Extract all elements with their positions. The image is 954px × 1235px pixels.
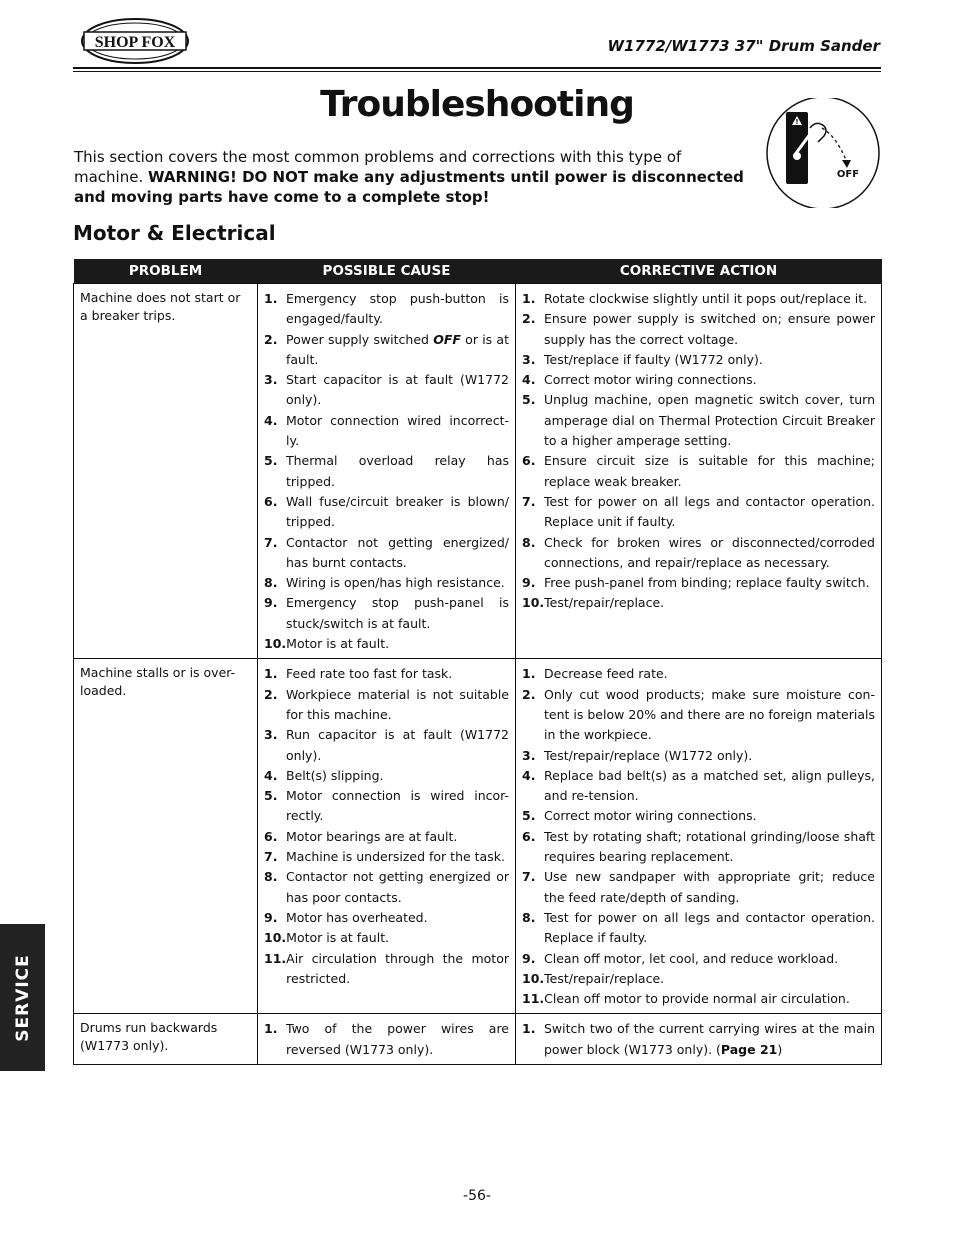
svg-text:SHOP FOX: SHOP FOX (94, 34, 176, 51)
cause-text: Contactor not getting energized or has poor contacts. (286, 869, 509, 905)
item-number: 10. (264, 636, 287, 652)
action-text: Test for power on all legs and contactor operation. Replace if faulty. (544, 909, 875, 946)
action-text: Only cut wood products; make sure moisture con-tent is below 20% and there are no foreign materials in the workpiece. (544, 686, 875, 743)
item-number: 9. (264, 595, 278, 611)
action-item (522, 350, 875, 370)
model-title: W1772/W1773 37" Drum Sander (607, 37, 880, 55)
cause-list (264, 664, 509, 989)
action-text: Free push-panel from binding; replace faulty switch. (544, 575, 870, 591)
item-number: 1. (522, 666, 536, 682)
section-title: Motor & Electrical (73, 221, 276, 245)
action-text: Check for broken wires or disconnected/corroded connections, and repair/replace as necessary. (544, 534, 875, 570)
cause-item (264, 593, 509, 634)
action-text: Clean off motor, let cool, and reduce workload. (544, 950, 839, 966)
action-text: Rotate clockwise slightly until it pops out/replace it. (544, 291, 868, 306)
item-number: 6. (522, 453, 536, 469)
action-item (522, 827, 875, 868)
action-text: Test/replace if faulty (W1772 only). (544, 351, 763, 367)
cause-item (264, 725, 509, 766)
action-item (522, 533, 875, 574)
action-list (522, 664, 875, 1009)
action-item (522, 766, 875, 807)
cause-item (264, 685, 509, 726)
intro-text: This section covers the most common problems and corrections with this type of machine. (74, 148, 682, 186)
cause-item (264, 411, 509, 452)
cause-text: Wall fuse/circuit breaker is blown/ tripped. (286, 493, 509, 530)
cause-item (264, 664, 509, 684)
item-number: 10. (522, 595, 545, 611)
shop-fox-logo (80, 17, 190, 65)
action-list (522, 289, 875, 614)
cause-item (264, 330, 509, 371)
service-tab-label: SERVICE (12, 953, 33, 1042)
action-item (522, 664, 875, 684)
action-text: Unplug machine, open magnetic switch cover, turn amperage dial on Thermal Protection Circuit Breaker to a higher amperage setting. (544, 392, 875, 449)
problem-cell: Machine stalls or is over-loaded. (74, 659, 258, 1014)
cause-text: Belt(s) slipping. (286, 767, 384, 783)
cause-list (264, 1019, 509, 1060)
table-row (74, 284, 882, 659)
cause-text: Wiring is open/has high resistance. (286, 575, 505, 591)
item-number: 8. (264, 575, 278, 591)
item-number: 9. (264, 909, 278, 925)
item-number: 6. (264, 493, 278, 509)
action-item (522, 390, 875, 451)
action-item (522, 989, 875, 1009)
power-off-icon (764, 98, 882, 208)
action-item (522, 370, 875, 390)
cause-text: Air circulation through the motor restricted. (286, 950, 509, 986)
possible-cause-cell (258, 284, 516, 659)
page-title: Troubleshooting (320, 84, 634, 125)
action-item (522, 949, 875, 969)
item-number: 5. (522, 392, 536, 408)
item-number: 2. (522, 311, 536, 327)
item-number: 7. (264, 534, 278, 550)
item-number: 1. (264, 1021, 278, 1037)
item-number: 9. (522, 950, 536, 966)
item-number: 1. (264, 666, 278, 682)
item-number: 2. (264, 686, 278, 702)
problem-cell: Drums run backwards (W1773 only). (74, 1014, 258, 1065)
corrective-action-cell (516, 284, 882, 659)
item-number: 5. (522, 808, 536, 824)
cause-item (264, 634, 509, 654)
action-item (522, 1019, 875, 1060)
cause-item (264, 766, 509, 786)
item-number: 10. (522, 970, 545, 986)
cause-item (264, 949, 509, 990)
cause-text: Feed rate too fast for task. (286, 666, 453, 682)
cause-text: Contactor not getting energized/ has burnt contacts. (286, 534, 509, 570)
item-number: 8. (264, 869, 278, 885)
item-number: 7. (522, 869, 536, 885)
possible-cause-cell (258, 1014, 516, 1065)
cause-item (264, 289, 509, 330)
item-number: 1. (264, 291, 278, 306)
problem-cell: Machine does not start or a breaker trips. (74, 284, 258, 659)
item-number: 2. (522, 686, 536, 702)
item-number: 6. (264, 828, 278, 844)
item-number: 5. (264, 453, 278, 469)
item-number: 4. (522, 767, 536, 783)
item-number: 8. (522, 534, 536, 550)
item-number: 7. (522, 493, 536, 509)
action-text: Correct motor wiring connections. (544, 808, 757, 824)
item-number: 7. (264, 849, 278, 865)
cause-text: Emergency stop push-panel is stuck/switch is at fault. (286, 595, 509, 631)
cause-item (264, 451, 509, 492)
cause-text: Machine is undersized for the task. (286, 849, 505, 865)
action-text: Test/repair/replace. (544, 970, 665, 986)
corrective-action-cell (516, 1014, 882, 1065)
item-number: 3. (264, 372, 278, 388)
header-rule (73, 67, 881, 69)
cause-item (264, 533, 509, 574)
cause-item (264, 847, 509, 867)
cause-text: Emergency stop push-button is engaged/faulty. (286, 291, 509, 327)
action-text: Ensure circuit size is suitable for this machine; replace weak breaker. (544, 453, 875, 489)
action-item (522, 806, 875, 826)
action-text: Switch two of the current carrying wires at the main power block (W1773 only). (Page 21) (544, 1021, 875, 1057)
possible-cause-cell (258, 659, 516, 1014)
item-number: 1. (522, 1021, 536, 1037)
item-number: 3. (522, 747, 536, 763)
cause-item (264, 928, 509, 948)
item-number: 11. (522, 991, 545, 1007)
table-header-row (74, 259, 882, 284)
cause-item (264, 370, 509, 411)
action-item (522, 908, 875, 949)
cause-text: Thermal overload relay has tripped. (286, 453, 509, 489)
cause-list (264, 289, 509, 654)
action-text: Correct motor wiring connections. (544, 372, 757, 388)
action-item (522, 492, 875, 533)
cause-text: Motor connection wired incorrect-ly. (286, 412, 509, 449)
cause-text: Motor connection is wired incor-rectly. (286, 788, 509, 824)
action-item (522, 969, 875, 989)
svg-text:!: ! (795, 118, 799, 126)
action-text: Ensure power supply is switched on; ensure power supply has the correct voltage. (544, 311, 875, 347)
item-number: 5. (264, 788, 278, 804)
item-number: 2. (264, 331, 278, 347)
cause-item (264, 492, 509, 533)
action-item (522, 451, 875, 492)
header-problem: PROBLEM (74, 259, 258, 284)
item-number: 3. (264, 727, 278, 743)
off-label: OFF (836, 169, 860, 180)
intro-warning: WARNING! DO NOT make any adjustments until power is disconnected and moving parts have come to a complete stop! (74, 168, 744, 206)
header-rule-thin (73, 71, 881, 72)
action-item (522, 309, 875, 350)
item-number: 4. (522, 372, 536, 388)
action-text: Use new sandpaper with appropriate grit; reduce the feed rate/depth of sanding. (544, 869, 875, 905)
item-number: 11. (264, 950, 287, 966)
action-text: Test/repair/replace. (544, 595, 665, 611)
cause-text: Motor is at fault. (286, 930, 390, 946)
item-number: 4. (264, 767, 278, 783)
header-possible-cause: POSSIBLE CAUSE (258, 259, 516, 284)
item-number: 8. (522, 909, 536, 925)
action-text: Test for power on all legs and contactor operation. Replace unit if faulty. (544, 493, 875, 530)
cause-text: Run capacitor is at fault (W1772 only). (286, 727, 509, 763)
page-number: -56- (463, 1188, 491, 1204)
table-row (74, 1014, 882, 1065)
item-number: 1. (522, 291, 536, 306)
cause-text: Motor bearings are at fault. (286, 828, 458, 844)
cause-item (264, 573, 509, 593)
cause-item (264, 908, 509, 928)
cause-item (264, 867, 509, 908)
service-side-tab (0, 924, 45, 1071)
cause-item (264, 1019, 509, 1060)
cause-item (264, 827, 509, 847)
cause-text: Motor has overheated. (286, 909, 428, 925)
action-item (522, 746, 875, 766)
cause-text: Two of the power wires are reversed (W1773 only). (286, 1021, 509, 1057)
intro-paragraph (74, 147, 754, 207)
item-number: 3. (522, 351, 536, 367)
action-text: Test/repair/replace (W1772 only). (544, 747, 753, 763)
item-number: 6. (522, 828, 536, 844)
corrective-action-cell (516, 659, 882, 1014)
header-corrective-action: CORRECTIVE ACTION (516, 259, 882, 284)
troubleshooting-table (73, 259, 882, 1065)
action-text: Clean off motor to provide normal air circulation. (544, 991, 850, 1007)
action-text: Test by rotating shaft; rotational grinding/loose shaft requires bearing replacement. (544, 828, 875, 865)
cause-text: Motor is at fault. (286, 636, 390, 652)
action-item (522, 867, 875, 908)
action-item (522, 573, 875, 593)
cause-text: Power supply switched OFF or is at fault. (286, 331, 509, 367)
cause-item (264, 786, 509, 827)
item-number: 10. (264, 930, 287, 946)
action-list (522, 1019, 875, 1060)
item-number: 4. (264, 412, 278, 428)
action-text: Decrease feed rate. (544, 666, 668, 682)
cause-text: Workpiece material is not suitable for this machine. (286, 686, 509, 722)
action-item (522, 593, 875, 613)
action-item (522, 289, 875, 309)
action-text: Replace bad belt(s) as a matched set, align pulleys, and re-tension. (544, 767, 875, 804)
cause-text: Start capacitor is at fault (W1772 only). (286, 372, 509, 408)
table-row (74, 659, 882, 1014)
item-number: 9. (522, 575, 536, 591)
action-item (522, 685, 875, 746)
